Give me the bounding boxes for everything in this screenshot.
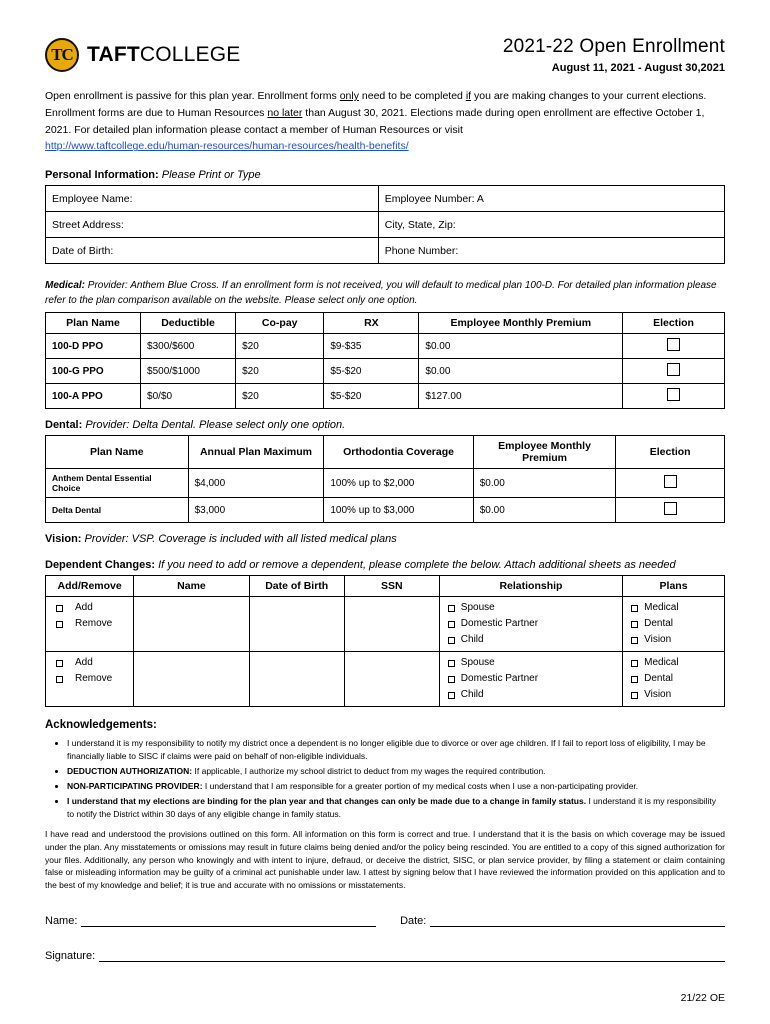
dep-add-remove-cell[interactable] xyxy=(46,597,134,652)
personal-info-table xyxy=(45,185,725,264)
medical-plan-name: 100-D PPO xyxy=(46,334,141,359)
table-row xyxy=(46,469,725,498)
list-item xyxy=(67,780,725,792)
employee-name-field[interactable]: Employee Name: xyxy=(46,186,379,212)
dep-relationship-domestic-partner[interactable] xyxy=(446,616,616,632)
dep-spouse-checkbox[interactable] xyxy=(448,660,455,667)
dental-col-premium: Employee Monthly Premium xyxy=(473,436,616,469)
dep-medical-checkbox[interactable] xyxy=(631,660,638,667)
signature-row xyxy=(45,949,725,962)
dep-col-dob: Date of Birth xyxy=(249,576,344,597)
intro-nolater: no later xyxy=(267,106,303,119)
dental-heading-bold: Dental: xyxy=(45,419,83,432)
benefits-link[interactable]: http://www.taftcollege.edu/human-resources/human-resources/health-benefits/ xyxy=(45,140,409,153)
name-input[interactable] xyxy=(81,914,376,927)
dental-plan-ortho: 100% up to $2,000 xyxy=(324,469,473,498)
dep-add-label: Add xyxy=(75,602,93,614)
medical-plan-name: 100-A PPO xyxy=(46,384,141,409)
signature-input[interactable] xyxy=(99,949,725,962)
ack-bold-2: DEDUCTION AUTHORIZATION: xyxy=(67,765,193,776)
intro-only: only xyxy=(339,90,359,102)
dep-relationship-cell[interactable] xyxy=(439,652,622,707)
medical-col-deductible: Deductible xyxy=(141,313,236,334)
dep-vision-checkbox[interactable] xyxy=(631,692,638,699)
dep-dob-field[interactable] xyxy=(249,652,344,707)
acknowledgements-title: Acknowledgements: xyxy=(45,719,157,732)
dep-add-option[interactable] xyxy=(52,600,127,616)
personal-info-heading xyxy=(45,169,725,181)
table-row xyxy=(46,334,725,359)
dental-plan-premium: $0.00 xyxy=(473,469,616,498)
signature-label: Signature: xyxy=(45,949,96,962)
dep-plans-cell[interactable] xyxy=(623,652,725,707)
dep-dental-label: Dental xyxy=(644,673,674,685)
dep-add-label: Add xyxy=(75,657,93,669)
enrollment-dates: August 11, 2021 - August 30,2021 xyxy=(551,62,725,74)
dep-vision-label: Vision xyxy=(644,634,672,646)
dep-relationship-spouse[interactable] xyxy=(446,600,616,616)
medical-plan-rx: $9-$35 xyxy=(324,334,419,359)
vision-heading xyxy=(45,533,725,545)
medical-plan-name: 100-G PPO xyxy=(46,359,141,384)
personal-info-heading-bold: Personal Information: xyxy=(45,169,159,182)
dep-plan-vision[interactable] xyxy=(629,687,718,703)
dental-col-plan-name: Plan Name xyxy=(46,436,189,469)
ack-text-4: I understand it is my responsibility to notify the District within 30 days of any eligible change in family status. xyxy=(67,796,717,819)
dep-child-checkbox[interactable] xyxy=(448,637,455,644)
intro-text-1: Open enrollment is passive for this plan year. Enrollment forms xyxy=(45,90,340,102)
dep-vision-checkbox[interactable] xyxy=(631,637,638,644)
medical-election-cell[interactable] xyxy=(623,359,725,384)
dep-col-name: Name xyxy=(134,576,249,597)
dep-spouse-label: Spouse xyxy=(460,657,495,669)
college-name-light: COLLEGE xyxy=(139,43,241,66)
dep-add-checkbox[interactable] xyxy=(56,660,63,667)
dependent-heading-bold: Dependent Changes: xyxy=(45,559,156,572)
vision-heading-italic: Provider: VSP. Coverage is included with all listed medical plans xyxy=(81,533,397,546)
dep-plan-medical[interactable] xyxy=(629,600,718,616)
title-block xyxy=(503,30,725,74)
college-name-bold: TAFT xyxy=(87,43,140,66)
dep-plan-medical[interactable] xyxy=(629,655,718,671)
medical-plan-copay: $20 xyxy=(236,334,324,359)
dep-dental-checkbox[interactable] xyxy=(631,676,638,683)
dental-election-checkbox[interactable] xyxy=(664,475,677,488)
dental-plan-maximum: $4,000 xyxy=(188,469,324,498)
dep-spouse-label: Spouse xyxy=(460,602,495,614)
dep-remove-checkbox[interactable] xyxy=(56,621,63,628)
dental-heading-italic: Provider: Delta Dental. Please select only one option. xyxy=(82,419,346,432)
dep-child-checkbox[interactable] xyxy=(448,692,455,699)
table-header-row xyxy=(46,436,725,469)
medical-plan-deductible: $500/$1000 xyxy=(141,359,236,384)
footer-code: 21/22 OE xyxy=(680,991,725,1004)
dep-domestic-partner-checkbox[interactable] xyxy=(448,621,455,628)
page-header xyxy=(45,30,725,74)
dep-dental-checkbox[interactable] xyxy=(631,621,638,628)
dep-remove-checkbox[interactable] xyxy=(56,676,63,683)
medical-election-cell[interactable] xyxy=(623,334,725,359)
dep-dob-field[interactable] xyxy=(249,597,344,652)
medical-election-checkbox[interactable] xyxy=(667,338,680,351)
dental-plan-ortho: 100% up to $3,000 xyxy=(324,498,473,523)
seal-initials: TC xyxy=(51,45,73,64)
dependent-heading xyxy=(45,559,725,571)
dental-heading xyxy=(45,419,725,431)
medical-plan-premium: $127.00 xyxy=(419,384,623,409)
dep-child-label: Child xyxy=(460,689,484,701)
dep-relationship-domestic-partner[interactable] xyxy=(446,671,616,687)
name-date-row xyxy=(45,914,725,927)
dental-election-cell[interactable] xyxy=(616,498,725,523)
dependent-heading-italic: If you need to add or remove a dependent, please complete the below. Attach additional sheets as needed xyxy=(155,559,676,572)
dep-remove-option[interactable] xyxy=(52,671,127,687)
intro-text-4: than August 30, 2021. Elections made during open enrollment are effective October 1, 2021. For detailed plan information please contact a member of Human Resources or visit xyxy=(45,106,705,136)
medical-plan-rx: $5-$20 xyxy=(324,384,419,409)
city-state-zip-field[interactable]: City, State, Zip: xyxy=(378,212,724,238)
medical-election-checkbox[interactable] xyxy=(667,363,680,376)
dental-col-election: Election xyxy=(616,436,725,469)
dep-col-relationship: Relationship xyxy=(439,576,622,597)
dep-plan-vision[interactable] xyxy=(629,632,718,648)
medical-col-premium: Employee Monthly Premium xyxy=(419,313,623,334)
dep-add-checkbox[interactable] xyxy=(56,605,63,612)
dep-relationship-child[interactable] xyxy=(446,632,616,648)
dep-spouse-checkbox[interactable] xyxy=(448,605,455,612)
table-row xyxy=(46,652,725,707)
medical-plan-premium: $0.00 xyxy=(419,334,623,359)
personal-info-heading-italic: Please Print or Type xyxy=(158,169,261,182)
table-row xyxy=(46,384,725,409)
dental-election-checkbox[interactable] xyxy=(664,502,677,515)
medical-heading-bold: Medical: xyxy=(45,280,86,292)
dep-plans-cell[interactable] xyxy=(623,597,725,652)
medical-plan-copay: $20 xyxy=(236,384,324,409)
dental-election-cell[interactable] xyxy=(616,469,725,498)
medical-heading xyxy=(45,278,725,308)
medical-col-plan-name: Plan Name xyxy=(46,313,141,334)
medical-col-copay: Co-pay xyxy=(236,313,324,334)
table-row xyxy=(46,359,725,384)
dep-add-option[interactable] xyxy=(52,655,127,671)
dep-ssn-field[interactable] xyxy=(344,597,439,652)
date-label: Date: xyxy=(400,914,427,927)
dep-add-remove-cell[interactable] xyxy=(46,652,134,707)
dep-remove-label: Remove xyxy=(75,673,113,685)
medical-col-rx: RX xyxy=(324,313,419,334)
medical-plan-rx: $5-$20 xyxy=(324,359,419,384)
dep-plan-dental[interactable] xyxy=(629,671,718,687)
dep-child-label: Child xyxy=(460,634,484,646)
page-title: 2021-22 Open Enrollment xyxy=(502,36,725,57)
list-item xyxy=(67,737,725,762)
dep-name-field[interactable] xyxy=(134,597,249,652)
dental-plan-name: Delta Dental xyxy=(46,498,189,523)
dep-relationship-cell[interactable] xyxy=(439,597,622,652)
date-input[interactable] xyxy=(430,914,725,927)
dep-relationship-child[interactable] xyxy=(446,687,616,703)
dep-relationship-spouse[interactable] xyxy=(446,655,616,671)
name-label: Name: xyxy=(45,914,78,927)
dental-plans-table xyxy=(45,435,725,523)
medical-plan-deductible: $300/$600 xyxy=(141,334,236,359)
street-address-field[interactable]: Street Address: xyxy=(46,212,379,238)
dental-plan-maximum: $3,000 xyxy=(188,498,324,523)
ack-text-3: I understand that I am responsible for a greater portion of my medical costs when I use a non-participating provider. xyxy=(202,781,639,792)
medical-election-cell[interactable] xyxy=(623,384,725,409)
dep-col-plans: Plans xyxy=(623,576,725,597)
dep-domestic-partner-checkbox[interactable] xyxy=(448,676,455,683)
list-item xyxy=(67,765,725,777)
college-seal-icon xyxy=(45,38,79,72)
medical-plans-table xyxy=(45,312,725,409)
dental-plan-premium: $0.00 xyxy=(473,498,616,523)
medical-plan-premium: $0.00 xyxy=(419,359,623,384)
college-name xyxy=(87,43,241,67)
dep-medical-label: Medical xyxy=(644,657,679,669)
ack-bold-3: NON-PARTICIPATING PROVIDER: xyxy=(67,781,203,792)
dependent-changes-table xyxy=(45,575,725,707)
medical-heading-italic: Provider: Anthem Blue Cross. If an enrollment form is not received, you will default to medical plan 100-D. For detailed plan information please refer to the plan comparison available on the website. Please select only one option. xyxy=(45,280,717,307)
employee-number-field[interactable]: Employee Number: A xyxy=(378,186,724,212)
dental-col-ortho: Orthodontia Coverage xyxy=(324,436,473,469)
intro-text-2: need to be completed xyxy=(358,90,466,102)
intro-paragraph xyxy=(45,88,725,155)
table-header-row xyxy=(46,576,725,597)
dep-plan-dental[interactable] xyxy=(629,616,718,632)
table-row xyxy=(46,212,725,238)
dental-plan-name: Anthem Dental Essential Choice xyxy=(46,469,189,498)
dep-medical-checkbox[interactable] xyxy=(631,605,638,612)
table-row xyxy=(46,498,725,523)
dep-domestic-partner-label: Domestic Partner xyxy=(460,618,539,630)
medical-plan-deductible: $0/$0 xyxy=(141,384,236,409)
dep-dental-label: Dental xyxy=(644,618,674,630)
acknowledgements-paragraph: I have read and understood the provisions outlined on this form. All information on this form is correct and true. I understand that it is the basis on which coverage may be issued under the plan. Any misstatements or omissions may result in future claims being denied and/or the policy being rescinded. You are entitled to a copy of this signed authorization for your files. Additionally, any person who knowingly and with intent to injure, defraud, or deceive the district, SISC, or plan service provider, by filing a statement or claim containing false or misleading information may be guilty of a criminal act punishable under law. I attest by signing below that I have reviewed the information provided on this application and to the best of my knowledge and belief; it is true and accurate with no omissions or misstatements. xyxy=(45,829,725,891)
dep-remove-label: Remove xyxy=(75,618,113,630)
dep-col-add-remove: Add/Remove xyxy=(46,576,134,597)
list-item xyxy=(67,795,725,820)
phone-number-field[interactable]: Phone Number: xyxy=(378,238,724,264)
dental-col-maximum: Annual Plan Maximum xyxy=(188,436,324,469)
table-header-row xyxy=(46,313,725,334)
date-of-birth-field[interactable]: Date of Birth: xyxy=(46,238,379,264)
dep-vision-label: Vision xyxy=(644,689,672,701)
intro-text-3: you are making changes to your current elections. Enrollment forms are due to Human Resources xyxy=(45,90,707,119)
dep-domestic-partner-label: Domestic Partner xyxy=(460,673,539,685)
ack-bold-4: I understand that my elections are binding for the plan year and that changes can only be made due to a change in family status. xyxy=(67,796,587,807)
dep-col-ssn: SSN xyxy=(344,576,439,597)
medical-col-election: Election xyxy=(623,313,725,334)
dep-medical-label: Medical xyxy=(644,602,679,614)
dep-ssn-field[interactable] xyxy=(344,652,439,707)
table-row xyxy=(46,238,725,264)
dep-name-field[interactable] xyxy=(134,652,249,707)
ack-text-1: I understand it is my responsibility to notify my district once a dependent is no longer eligible due to divorce or over age children. If I fail to report loss of eligibility, I may be financially liable to SISC if claims were paid on behalf of non-eligible individuals. xyxy=(67,738,706,761)
acknowledgements-list xyxy=(67,737,725,820)
vision-heading-bold: Vision: xyxy=(45,533,82,546)
medical-plan-copay: $20 xyxy=(236,359,324,384)
dep-remove-option[interactable] xyxy=(52,616,127,632)
college-logo xyxy=(45,30,241,72)
intro-if: if xyxy=(465,90,472,102)
table-row xyxy=(46,186,725,212)
table-row xyxy=(46,597,725,652)
medical-election-checkbox[interactable] xyxy=(667,388,680,401)
ack-text-2: If applicable, I authorize my school district to deduct from my wages the required contribution. xyxy=(192,765,546,776)
